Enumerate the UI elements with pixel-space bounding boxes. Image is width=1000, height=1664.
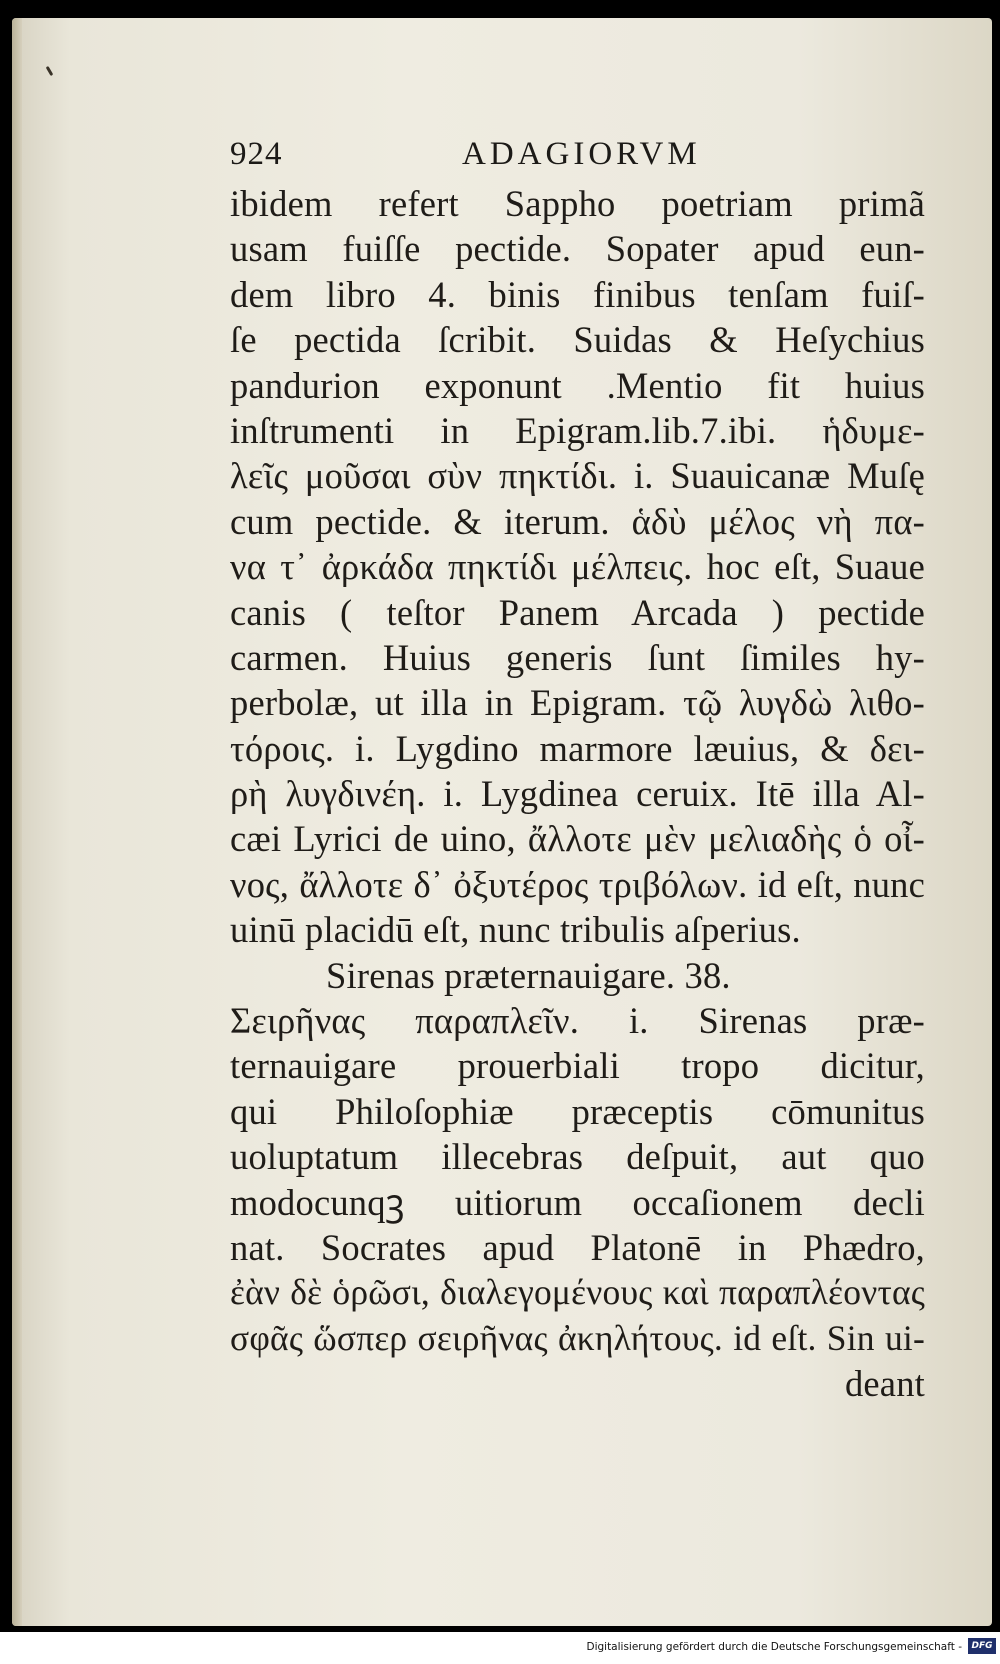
text-block xyxy=(230,181,925,1407)
body-line: ρὴ λυγδινέη. i. Lygdinea ceruix. Itē illa Al- xyxy=(230,773,925,815)
adage-heading: Sirenas præternauigare. 38. xyxy=(326,954,731,996)
body-line: canis ( teſtor Panem Arcada ) pectide xyxy=(230,591,925,633)
adage-line: Σειρῆνας παραπλεῖν. i. Sirenas præ- xyxy=(230,1000,925,1042)
catchword: deant xyxy=(844,1363,925,1405)
body-line: perbolæ, ut illa in Epigram. τῷ λυγδὼ λιθο- xyxy=(230,682,925,724)
running-title: ADAGIORVM xyxy=(462,136,701,172)
margin-ink-mark xyxy=(46,66,54,76)
body-line: cæi Lyrici de uino, ἄλλοτε μὲν μελιαδὴς ὁ οἶ- xyxy=(230,818,925,860)
body-line: ibidem refert Sappho poetriam primã xyxy=(230,183,925,224)
adage-line: σφᾶς ὥσπερ σειρῆνας ἀκηλήτους. id eſt. Sin ui- xyxy=(230,1317,925,1358)
body-line: τόροις. i. Lygdino marmore læuius, & δει- xyxy=(230,727,925,769)
body-line: uinū placidū eſt, nunc tribulis aſperius. xyxy=(230,909,801,951)
body-line: pandurion exponunt .Mentio fit huius xyxy=(230,364,925,406)
body-line: usam fuiſſe pectide. Sopater apud eun- xyxy=(230,228,925,270)
body-line: inſtrumenti in Epigram.lib.7.ibi. ἡδυμε- xyxy=(230,409,925,451)
adage-line: modocunqꝫ uitiorum occaſionem decli xyxy=(230,1181,925,1223)
body-line: dem libro 4. binis finibus tenſam fuiſ- xyxy=(230,273,925,315)
body-line: να τ᾽ ἀρκάδα πηκτίδι μέλπεις. hoc eſt, Suaue xyxy=(230,546,925,588)
footer-bar xyxy=(0,1632,1000,1664)
page-header xyxy=(230,136,750,176)
funding-credit: Digitalisierung gefördert durch die Deutsche Forschungsgemeinschaft - xyxy=(586,1641,962,1653)
adage-line: ternauigare prouerbiali tropo dicitur, xyxy=(230,1045,925,1087)
body-line: λεῖς μοῦσαι σὺν πηκτίδι. i. Suauicanæ Muſę xyxy=(230,455,925,497)
book-page xyxy=(12,18,992,1626)
adage-line: ἐὰν δὲ ὁρῶσι, διαλεγομένους καὶ παραπλέοντας xyxy=(230,1272,925,1313)
page-binding-edge xyxy=(12,18,22,1626)
body-line: cum pectide. & iterum. ἁδὺ μέλος νὴ πα- xyxy=(230,500,925,542)
adage-line: nat. Socrates apud Platonē in Phædro, xyxy=(230,1226,925,1268)
adage-line: uoluptatum illecebras deſpuit, aut quo xyxy=(230,1136,925,1178)
dfg-logo-icon: DFG xyxy=(968,1638,996,1654)
body-line: carmen. Huius generis ſunt ſimiles hy- xyxy=(230,636,925,678)
page-number: 924 xyxy=(230,136,283,172)
body-line: νος, ἄλλοτε δ᾽ ὀξυτέρος τριβόλων. id eſt, nunc xyxy=(230,863,925,905)
body-line: ſe pectida ſcribit. Suidas & Heſychius xyxy=(230,319,925,361)
adage-line: qui Philoſophiæ præceptis cōmunitus xyxy=(230,1090,925,1132)
